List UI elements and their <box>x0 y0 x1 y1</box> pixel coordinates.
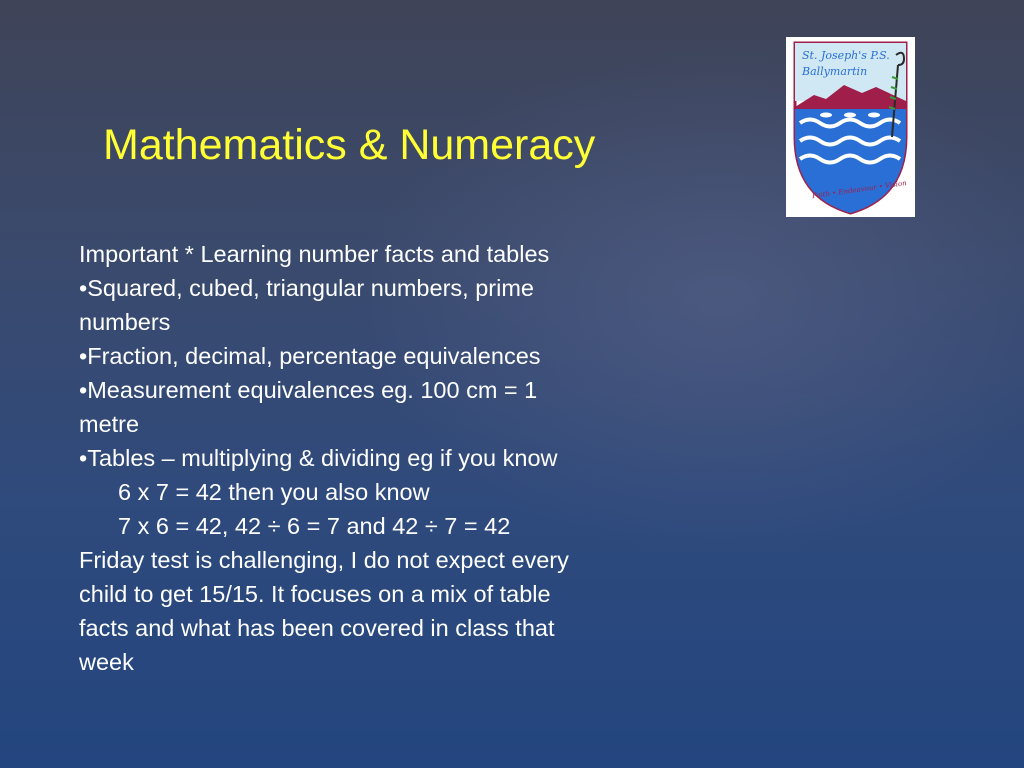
body-line: •Fraction, decimal, percentage equivalences <box>79 343 541 369</box>
school-crest-icon <box>786 37 915 217</box>
school-crest-logo <box>786 37 915 217</box>
slide-title: Mathematics & Numeracy <box>103 121 596 169</box>
body-line: •Tables – multiplying & dividing eg if you know <box>79 445 558 471</box>
body-line: facts and what has been covered in class that <box>79 615 555 641</box>
svg-text:St. Joseph's P.S.: St. Joseph's P.S. <box>802 49 890 62</box>
body-line: •Measurement equivalences eg. 100 cm = 1 <box>79 377 538 403</box>
body-line: Friday test is challenging, I do not expect every <box>79 547 569 573</box>
body-line: Important * Learning number facts and tables <box>79 241 550 267</box>
svg-text:Ballymartin: Ballymartin <box>802 65 868 78</box>
body-line: metre <box>79 411 140 437</box>
body-line: 7 x 6 = 42, 42 ÷ 6 = 7 and 42 ÷ 7 = 42 <box>118 513 511 539</box>
body-line: •Squared, cubed, triangular numbers, prime <box>79 275 534 301</box>
body-line: week <box>79 649 134 675</box>
body-line: 6 x 7 = 42 then you also know <box>118 479 430 505</box>
body-line: numbers <box>79 309 171 335</box>
body-line: child to get 15/15. It focuses on a mix of table <box>79 581 551 607</box>
svg-text:Faith • Endeavour • Vision: Faith • Endeavour • Vision <box>811 179 908 201</box>
slide-body <box>79 237 689 679</box>
